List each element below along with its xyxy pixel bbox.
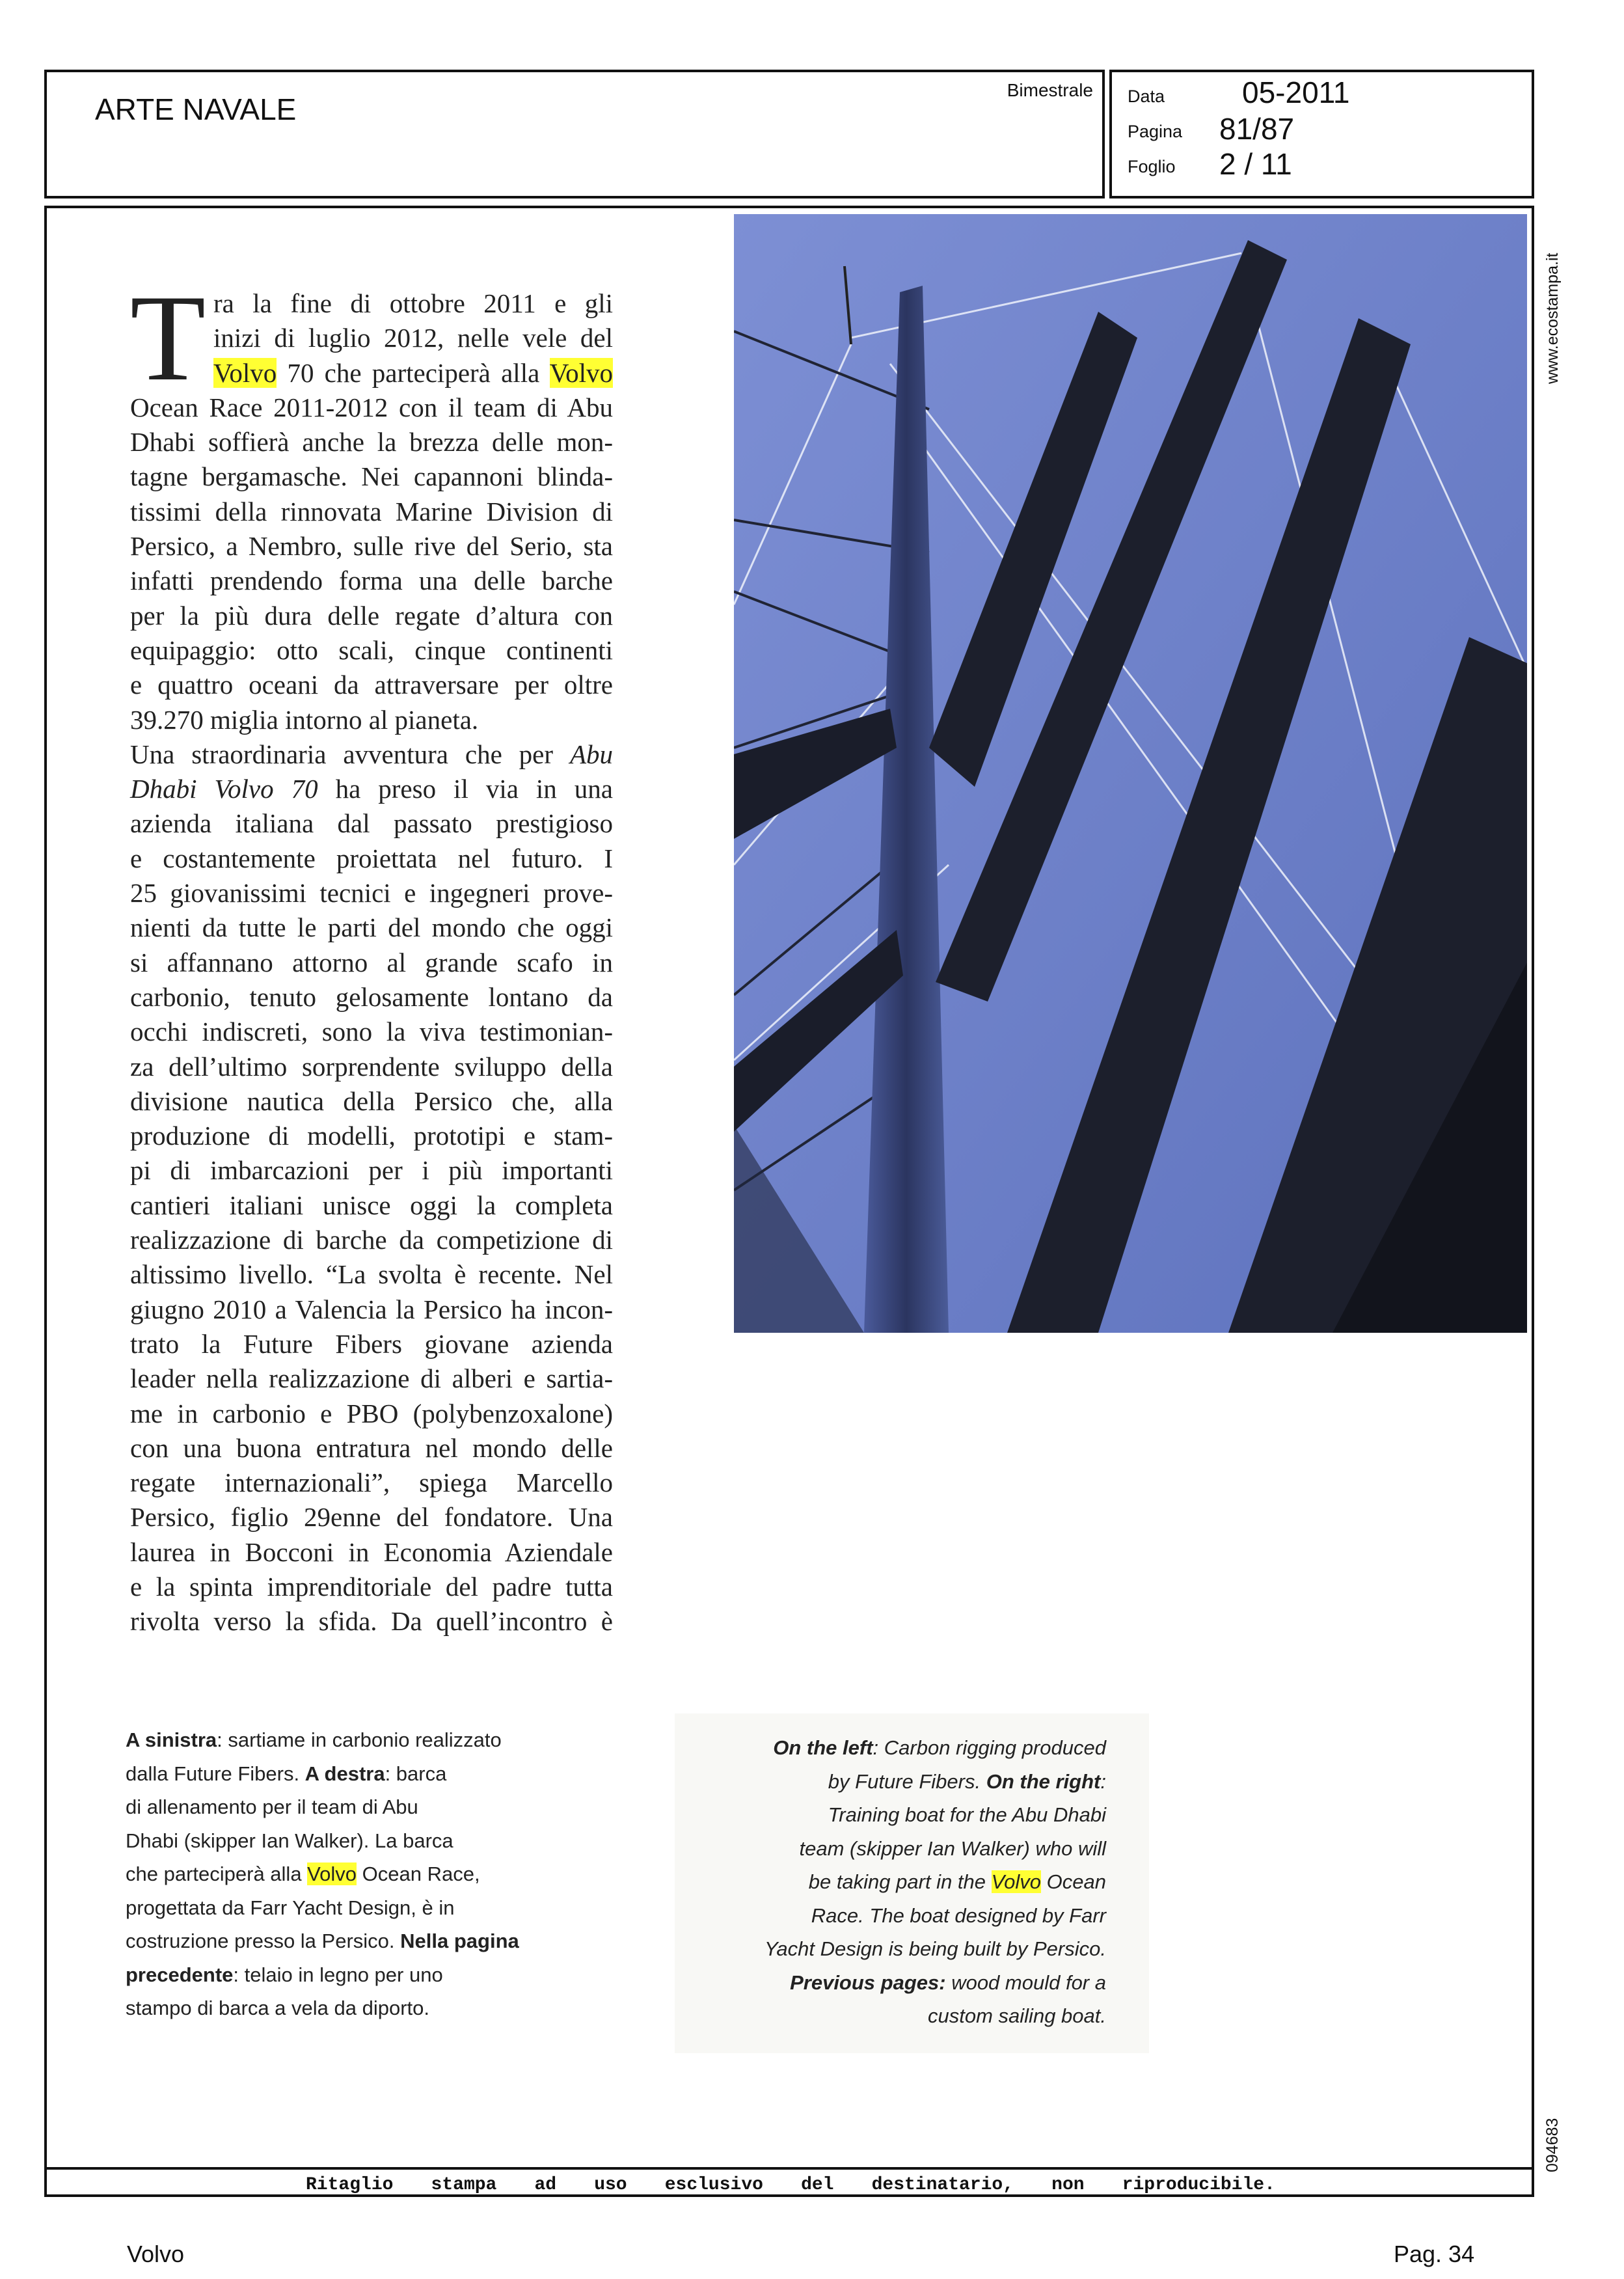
header-meta-box (1109, 70, 1534, 198)
article-line (130, 633, 613, 668)
text-segment: Dhabi (skipper Ian Walker). La barca (126, 1829, 453, 1852)
caption-line (126, 1790, 581, 1824)
footer-word: del (801, 2175, 834, 2195)
article-line (130, 599, 613, 633)
text-segment: rivolta verso la sfida. Da quell’incontro è (130, 1606, 613, 1637)
article-line (130, 1466, 613, 1500)
article-line (130, 1050, 613, 1084)
caption-line (126, 1723, 581, 1757)
text-segment: laurea in Bocconi in Economia Aziendale (130, 1536, 613, 1567)
text-segment: Persico, figlio 29enne del fondatore. Una (130, 1502, 613, 1533)
article-line (130, 459, 613, 494)
article-line (130, 1361, 613, 1396)
text-segment: team (skipper Ian Walker) who will (799, 1836, 1106, 1860)
footer-word: ad (534, 2175, 557, 2195)
text-segment: : barca (385, 1762, 447, 1785)
article-line (130, 1084, 613, 1119)
text-segment: progettata da Farr Yacht Design, è in (126, 1896, 455, 1919)
article-line (130, 980, 613, 1015)
article-line (130, 668, 613, 702)
text-segment: Ocean (1041, 1870, 1106, 1893)
caption-english (690, 1731, 1106, 2033)
footer-word: stampa (431, 2175, 497, 2195)
publication-title: ARTE NAVALE (95, 92, 297, 126)
text-segment: equipaggio: otto scali, cinque continenti (130, 635, 613, 665)
article-line (130, 1292, 613, 1327)
text-segment: stampo di barca a vela da diporto. (126, 1997, 429, 2019)
text-segment: carbonio, tenuto gelosamente lontano da (130, 981, 613, 1012)
bold-text: A sinistra (126, 1728, 217, 1751)
caption-line (690, 1999, 1106, 2033)
drop-cap: T (130, 270, 206, 407)
caption-line (126, 1757, 581, 1791)
caption-line (126, 1824, 581, 1858)
clipping-code: 094683 (1543, 2118, 1562, 2172)
article-line (130, 946, 613, 980)
text-segment: per la più dura delle regate d’altura con (130, 600, 613, 631)
article-line (130, 1223, 613, 1257)
text-segment: Una straordinaria avventura che per (130, 739, 570, 769)
text-segment: ha preso il via in una (318, 774, 613, 804)
text-segment: di allenamento per il team di Abu (126, 1795, 418, 1818)
text-segment: produzione di modelli, prototipi e stam- (130, 1121, 613, 1151)
meta-value-pagina: 81/87 (1219, 112, 1295, 146)
text-segment: Ocean Race 2011-2012 con il team di Abu (130, 392, 613, 422)
article-line (130, 1535, 613, 1570)
article-line (130, 772, 613, 806)
bold-text: A destra (304, 1762, 385, 1785)
article-line (130, 876, 613, 910)
text-segment: nienti da tutte le parti del mondo che oggi (130, 912, 613, 943)
text-segment: za dell’ultimo sorprendente sviluppo della (130, 1051, 613, 1082)
article-line (130, 1119, 613, 1153)
text-segment: e costantemente proiettata nel futuro. I (130, 843, 613, 873)
italic-text: Dhabi Volvo 70 (130, 774, 318, 804)
text-segment: Yacht Design is being built by Persico. (765, 1937, 1106, 1960)
text-segment: inizi di luglio 2012, nelle vele del (213, 323, 613, 353)
text-segment: regate internazionali”, spiega Marcello (130, 1467, 613, 1498)
article-line (130, 286, 613, 321)
text-segment: dalla Future Fibers. (126, 1762, 305, 1785)
text-segment: Race. The boat designed by Farr (811, 1904, 1106, 1927)
meta-value-foglio: 2 / 11 (1219, 147, 1292, 181)
text-segment: : (1100, 1769, 1106, 1793)
text-segment: leader nella realizzazione di alberi e sartia- (130, 1363, 613, 1394)
article-line (130, 1570, 613, 1604)
highlighted-keyword: Volvo (213, 357, 277, 388)
text-segment: trato la Future Fibers giovane azienda (130, 1328, 613, 1359)
article-line (130, 1015, 613, 1049)
article-line (130, 1397, 613, 1431)
text-segment: ra la fine di ottobre 2011 e gli (213, 288, 613, 318)
text-segment: : Carbon rigging produced (873, 1736, 1106, 1759)
footer-disclaimer (306, 2175, 1275, 2195)
article-line (130, 321, 613, 355)
footer-divider (44, 2167, 1534, 2170)
text-segment: 39.270 miglia intorno al pianeta. (130, 704, 479, 735)
article-line (130, 495, 613, 529)
caption-line (690, 1798, 1106, 1832)
text-segment: che parteciperà alla (126, 1863, 308, 1885)
caption-line (690, 1932, 1106, 1966)
article-line (130, 1327, 613, 1361)
search-keyword: Volvo (127, 2241, 185, 2267)
article-line (130, 1257, 613, 1292)
header-publication-box (44, 70, 1105, 198)
text-segment: si affannano attorno al grande scafo in (130, 947, 613, 977)
text-segment: by Future Fibers. (828, 1769, 986, 1793)
website-label: www.ecostampa.it (1543, 252, 1562, 384)
meta-label-data: Data (1128, 87, 1165, 106)
bold-text: Nella pagina (400, 1930, 519, 1952)
italic-text: Abu (569, 739, 613, 769)
text-segment: con una buona entratura nel mondo delle (130, 1432, 613, 1463)
page-number: Pag. 34 (1394, 2241, 1475, 2267)
text-segment: Ocean Race, (357, 1863, 480, 1885)
caption-line (690, 1865, 1106, 1899)
highlighted-keyword: Volvo (991, 1870, 1042, 1893)
article-line (130, 1604, 613, 1639)
text-segment: costruzione presso la Persico. (126, 1930, 401, 1952)
footer-word: Ritaglio (306, 2175, 394, 2195)
text-segment: me in carbonio e PBO (polybenzoxalone) (130, 1398, 613, 1428)
text-segment: wood mould for a (945, 1971, 1106, 1994)
text-segment: pi di imbarcazioni per i più importanti (130, 1155, 613, 1186)
caption-line (126, 1891, 581, 1925)
article-line (130, 356, 613, 390)
article-line (130, 737, 613, 772)
meta-label-foglio: Foglio (1128, 157, 1176, 176)
article-line (130, 564, 613, 598)
text-segment: 25 giovanissimi tecnici e ingegneri prove- (130, 878, 613, 908)
mast-photo (734, 214, 1527, 1333)
text-segment: altissimo livello. “La svolta è recente. Nel (130, 1259, 613, 1290)
text-segment: Training boat for the Abu Dhabi (828, 1803, 1106, 1826)
caption-italian (126, 1723, 581, 2025)
footer-word: esclusivo (664, 2175, 763, 2195)
caption-line (690, 1832, 1106, 1866)
meta-value-data: 05-2011 (1242, 75, 1350, 109)
footer-word: uso (594, 2175, 627, 2195)
bold-text: On the left (773, 1736, 873, 1759)
article-line (130, 910, 613, 945)
article-line (130, 703, 613, 737)
bold-text: Previous pages: (790, 1971, 946, 1994)
text-segment: realizzazione di barche da competizione di (130, 1225, 613, 1255)
text-segment: 70 che parteciperà alla (277, 357, 550, 388)
highlighted-keyword: Volvo (549, 357, 613, 388)
bold-text: On the right (986, 1769, 1101, 1793)
text-segment: occhi indiscreti, sono la viva testimonian- (130, 1017, 613, 1047)
caption-line (690, 1899, 1106, 1933)
article-line (130, 1500, 613, 1535)
highlighted-keyword: Volvo (307, 1863, 357, 1885)
article-line (130, 390, 613, 425)
caption-line (126, 1924, 581, 1958)
article-body (130, 270, 613, 1639)
footer-word: non (1051, 2175, 1085, 2195)
article-line (130, 1153, 613, 1188)
caption-line (690, 1966, 1106, 2000)
text-segment: infatti prendendo forma una delle barche (130, 566, 613, 596)
caption-line (690, 1731, 1106, 1765)
text-segment: Dhabi soffierà anche la brezza delle mon- (130, 427, 613, 457)
text-segment: tissimi della rinnovata Marine Division di (130, 496, 613, 526)
text-segment: azienda italiana dal passato prestigioso (130, 808, 613, 839)
text-segment: cantieri italiani unisce oggi la completa (130, 1190, 613, 1220)
caption-line (126, 1991, 581, 2025)
article-line (130, 1431, 613, 1466)
text-segment: : telaio in legno per uno (233, 1963, 443, 1986)
publication-frequency: Bimestrale (1007, 80, 1093, 100)
meta-label-pagina: Pagina (1128, 122, 1183, 141)
caption-line (126, 1857, 581, 1891)
article-line (130, 806, 613, 841)
text-segment: giugno 2010 a Valencia la Persico ha incon- (130, 1294, 613, 1324)
caption-line (126, 1958, 581, 1992)
text-segment: : sartiame in carbonio realizzato (217, 1728, 502, 1751)
bold-text: precedente (126, 1963, 234, 1986)
footer-word: destinatario, (871, 2175, 1014, 2195)
footer-word: riproducibile. (1122, 2175, 1275, 2195)
caption-line (690, 1765, 1106, 1799)
text-segment: Persico, a Nembro, sulle rive del Serio, sta (130, 531, 613, 562)
text-segment: e la spinta imprenditoriale del padre tutta (130, 1571, 613, 1602)
text-segment: tagne bergamasche. Nei capannoni blinda- (130, 461, 613, 492)
text-segment: be taking part in the (808, 1870, 992, 1893)
article-line (130, 1188, 613, 1223)
article-line (130, 529, 613, 564)
article-line (130, 425, 613, 459)
text-segment: divisione nautica della Persico che, alla (130, 1085, 613, 1116)
text-segment: custom sailing boat. (928, 2004, 1106, 2027)
article-line (130, 841, 613, 876)
text-segment: e quattro oceani da attraversare per oltre (130, 670, 613, 700)
